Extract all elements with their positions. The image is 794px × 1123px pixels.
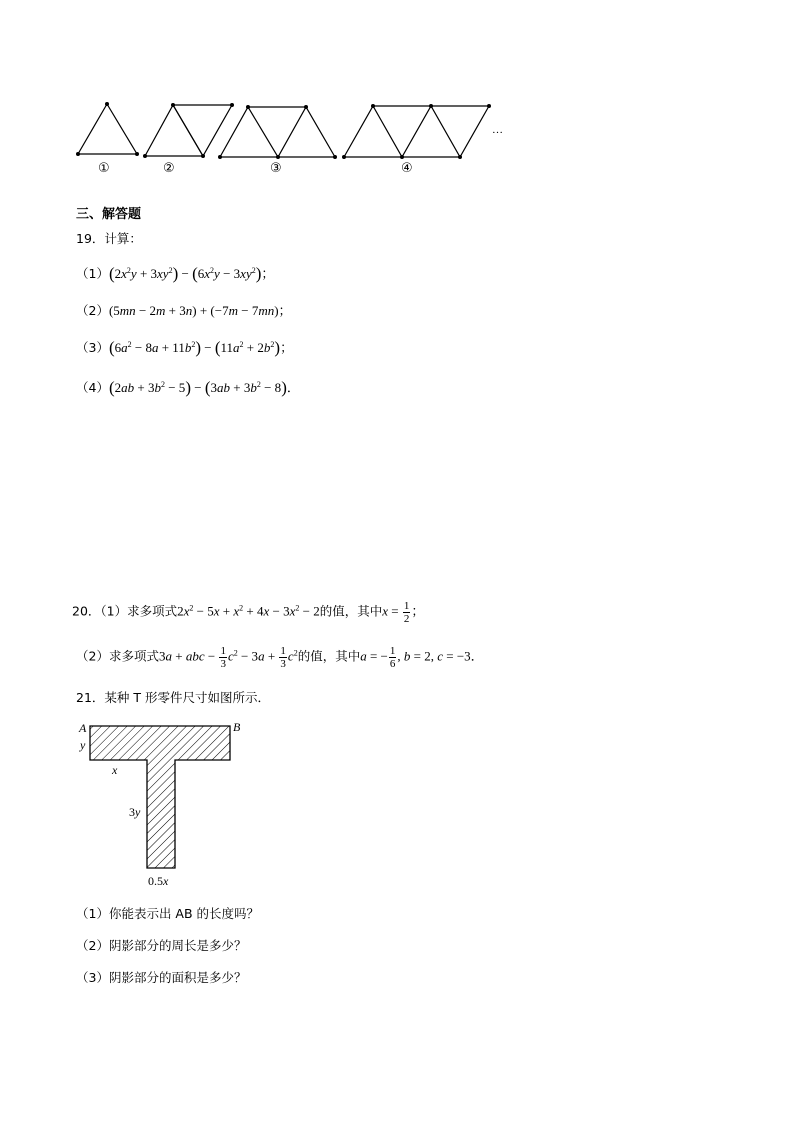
fig-label-1: ① <box>98 161 110 176</box>
triangle-fig2-right <box>173 105 232 156</box>
q21-question-3: （3）阴影部分的面积是多少？ <box>76 970 247 985</box>
fig-label-4: ④ <box>401 161 413 176</box>
label-x: x <box>112 763 118 777</box>
q19-part1: $(1)(2x^2y + 3xy^2) - (6x^2y - 3xy^2)$； <box>76 264 275 283</box>
t-shape-figure <box>70 715 260 895</box>
label-3y: 3y <box>129 805 141 819</box>
triangle-fig1 <box>78 104 137 154</box>
triangle-pattern-figure <box>0 0 794 190</box>
label-y: y <box>80 738 86 752</box>
q21-question-2: （2）阴影部分的周长是多少？ <box>76 938 247 953</box>
fig-label-3: ③ <box>270 161 282 176</box>
q19-part2: （2）(5mn − 2m + 3n) + (−7m − 7mn)； <box>76 303 292 318</box>
q19-stem: 19．计算： <box>76 231 142 246</box>
t-shape-shaded <box>90 726 230 868</box>
q19-part4: $(4)(2ab + 3b^2 - 5) - (3ab + 3b^2 - 8)$． <box>76 378 300 397</box>
section-title: 三、解答题 <box>76 207 142 222</box>
q19-part3: $(3)(6a^2 - 8a + 11b^2) - (11a^2 + 2b^2)$； <box>76 338 294 357</box>
label-0.5x: 0.5x <box>148 874 169 888</box>
triangle-fig2-left <box>145 105 203 156</box>
q20-part1: 20．（1）求多项式$2x^2 - 5x + x^2 + 4x - 3x^2 - 2$的值，其中x = $\frac{1}{2}$ ； <box>72 600 425 625</box>
triangle-fig4 <box>344 106 489 157</box>
label-B: B <box>233 720 241 734</box>
label-A: A <box>79 721 87 735</box>
fig-ellipsis: … <box>492 124 503 136</box>
q21-stem: 21．某种 T 形零件尺寸如图所示． <box>76 690 270 705</box>
triangle-fig3 <box>220 107 335 157</box>
fig-label-2: ② <box>163 161 175 176</box>
q21-question-1: （1）你能表示出 AB 的长度吗？ <box>76 906 260 921</box>
q20-part2: （2）求多项式3a + abc − $\frac{1}{3}$ $c^2 - 3a$ + $\frac{1}{3}$ $c^2$的值，其中a = − $\frac{1}{6}$ , b = 2, c = −3． <box>76 645 484 670</box>
